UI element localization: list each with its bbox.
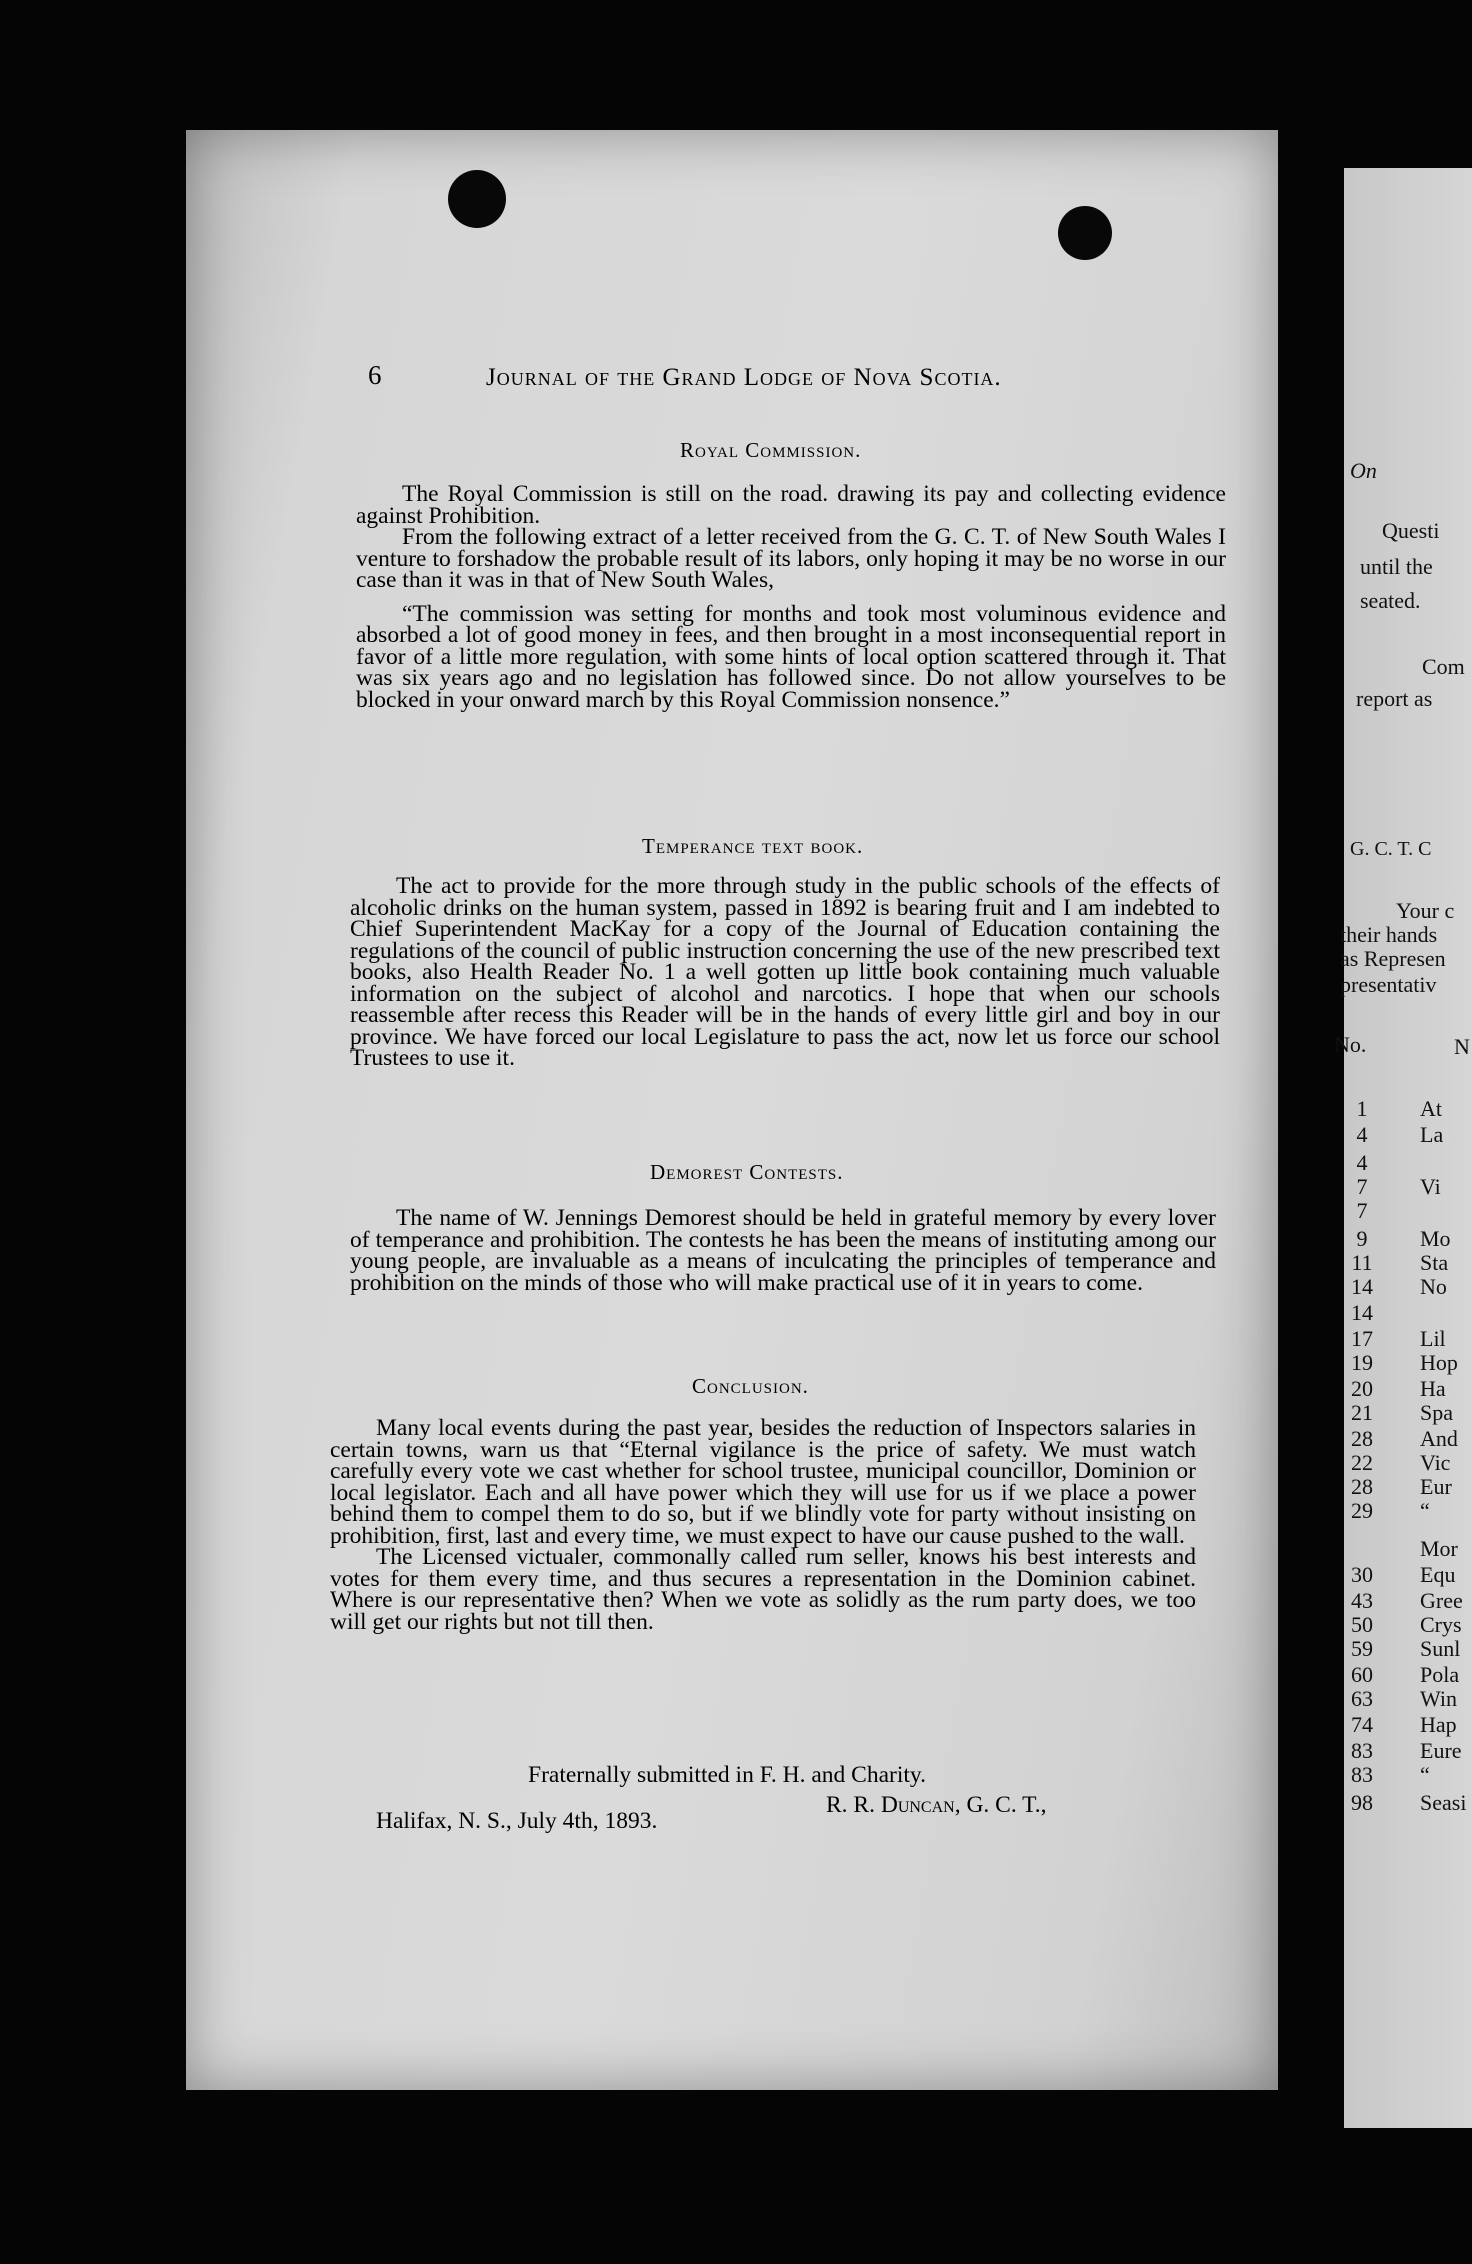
lodge-number: 4 [1356, 1122, 1368, 1147]
fragment: Your c [1396, 898, 1455, 923]
lodge-name: Eur [1420, 1474, 1452, 1499]
lodge-number: 7 [1356, 1174, 1368, 1199]
page-number: 6 [368, 360, 382, 390]
lodge-number: 43 [1351, 1588, 1373, 1613]
lodge-name: Crys [1420, 1612, 1462, 1637]
lodge-number: 9 [1356, 1226, 1368, 1251]
lodge-name: Equ [1420, 1562, 1456, 1587]
fragment: G. C. T. C [1350, 838, 1432, 860]
lodge-name: Sunl [1420, 1636, 1461, 1661]
lodge-number: 17 [1351, 1326, 1373, 1351]
signature: R. R. Duncan, G. C. T., [826, 1792, 1047, 1818]
lodge-name: Eure [1420, 1738, 1462, 1763]
lodge-number: 30 [1351, 1562, 1373, 1587]
section-title-temperance-text-book: Temperance text book. [642, 834, 864, 858]
lodge-number: 83 [1351, 1762, 1373, 1787]
punch-hole-left [448, 170, 506, 228]
column-header-no: No. [1334, 1032, 1367, 1057]
left-page [186, 130, 1278, 2090]
lodge-number: 14 [1351, 1274, 1373, 1299]
paragraph: “The commission was setting for months and took most voluminous evidence and absorbed a lot of good money in fees, and then brought in a most inconsequential report in favor of a little more regulation, with some hints of local option scattered through it. That was six years ago and no legislation has followed since. Do not allow yourselves to be blocked in your onward march by this Royal Commission nonsence.” [356, 600, 1226, 713]
fragment: Questi [1382, 518, 1440, 543]
lodge-number: 7 [1356, 1198, 1368, 1223]
lodge-name: Sta [1420, 1250, 1449, 1275]
lodge-number: 63 [1351, 1686, 1373, 1711]
lodge-number: 74 [1351, 1712, 1373, 1737]
lodge-number: 83 [1351, 1738, 1373, 1763]
lodge-name: “ [1420, 1762, 1430, 1787]
lodge-name: Win [1420, 1686, 1457, 1711]
fragment: On [1350, 458, 1377, 483]
lodge-name: “ [1420, 1498, 1430, 1523]
lodge-number: 21 [1351, 1400, 1373, 1425]
lodge-name: Lil [1420, 1326, 1446, 1351]
lodge-name: Vi [1420, 1174, 1441, 1199]
fragment: presentativ [1340, 972, 1437, 997]
lodge-name: No [1420, 1274, 1447, 1299]
lodge-number: 20 [1351, 1376, 1373, 1401]
column-header-name: N [1454, 1034, 1470, 1059]
running-header: Journal of the Grand Lodge of Nova Scotia. [486, 364, 1002, 391]
section-title-royal-commission: Royal Commission. [680, 438, 862, 462]
paragraph: The Royal Commission is still on the road. drawing its pay and collecting evidence against Prohibition. [356, 481, 1226, 529]
lodge-name: Mor [1420, 1536, 1458, 1561]
paragraph: The Licensed victualer, commonally called rum seller, knows his best interests and votes for them every time, and thus secures a representation in the Dominion cabinet. Where is our representative then? When we vote as solidly as the rum party does, we too will get our rights but not till then. [330, 1544, 1196, 1635]
lodge-name: Gree [1420, 1588, 1463, 1613]
lodge-name: At [1420, 1096, 1442, 1121]
fragment: as Represen [1340, 946, 1446, 971]
section-body-demorest-contests [350, 1205, 1216, 1296]
lodge-name: Spa [1420, 1400, 1453, 1425]
paragraph: Many local events during the past year, besides the reduction of Inspectors salaries in certain towns, warn us that “Eternal vigilance is the price of safety. We must watch carefully every vote we cast whether for school trustee, municipal councillor, Dominion or local legislator. Each and all have power which they will use for us if we place a power behind them to compel them to do so, but if we blindly vote for party without insisting on prohibition, first, last and every time, we must expect to have our cause pushed to the wall. [330, 1415, 1196, 1549]
section-title-conclusion: Conclusion. [692, 1374, 809, 1398]
lodge-name: Vic [1420, 1450, 1451, 1475]
lodge-number: 11 [1351, 1250, 1373, 1275]
place-date: Halifax, N. S., July 4th, 1893. [376, 1808, 658, 1834]
fragment: report as [1356, 686, 1433, 711]
lodge-name: Hop [1420, 1350, 1458, 1375]
lodge-name: La [1420, 1122, 1444, 1147]
punch-hole-right [1058, 206, 1112, 260]
lodge-number: 19 [1351, 1350, 1373, 1375]
lodge-number: 98 [1351, 1790, 1373, 1815]
fragment: seated. [1360, 588, 1421, 613]
paragraph: The name of W. Jennings Demorest should be held in grateful memory by every lover of temperance and prohibition. The contests he has been the means of instituting among our young people, are invaluable as a means of inculcating the principles of temperance and prohibition on the minds of those who will make practical use of it in years to come. [350, 1205, 1216, 1296]
lodge-number: 60 [1351, 1662, 1373, 1687]
lodge-number: 1 [1356, 1096, 1368, 1121]
fragment: Com [1422, 654, 1465, 679]
lodge-name: And [1420, 1426, 1458, 1451]
section-title-demorest-contests: Demorest Contests. [650, 1160, 844, 1184]
section-body-temperance-text-book [350, 873, 1220, 1071]
lodge-number: 50 [1351, 1612, 1373, 1637]
closing-line: Fraternally submitted in F. H. and Charity. [528, 1762, 926, 1788]
lodge-number: 22 [1351, 1450, 1373, 1475]
paragraph: From the following extract of a letter received from the G. C. T. of New South Wales I venture to forshadow the probable result of its labors, only hoping it may be no worse in our case than it was in that of New South Wales, [356, 524, 1226, 593]
section-body-royal-commission [356, 481, 1226, 713]
lodge-name: Pola [1420, 1662, 1460, 1687]
lodge-number: 29 [1351, 1498, 1373, 1523]
lodge-name: Hap [1420, 1712, 1457, 1737]
lodge-number: 28 [1351, 1474, 1373, 1499]
paragraph: The act to provide for the more through study in the public schools of the effects of alcoholic drinks on the human system, passed in 1892 is bearing fruit and I am indebted to Chief Superintendent MacKay for a copy of the Journal of Education containing the regulations of the council of public instruction concerning the use of the new prescribed text books, also Health Reader No. 1 a well gotten up little book containing much valuable information on the subject of alcohol and narcotics. I hope that when our schools reassemble after recess this Reader will be in the hands of every little girl and boy in our province. We have forced our local Legislature to pass the act, now let us force our school Trustees to use it. [350, 873, 1220, 1071]
lodge-number: 14 [1351, 1300, 1373, 1325]
section-body-conclusion [330, 1415, 1196, 1635]
lodge-name: Seasi [1420, 1790, 1467, 1815]
lodge-name: Mo [1420, 1226, 1451, 1251]
lodge-number: 59 [1351, 1636, 1373, 1661]
fragment: until the [1360, 554, 1433, 579]
lodge-number: 28 [1351, 1426, 1373, 1451]
fragment: their hands [1340, 922, 1438, 947]
lodge-number: 4 [1356, 1150, 1368, 1175]
lodge-name: Ha [1420, 1376, 1446, 1401]
